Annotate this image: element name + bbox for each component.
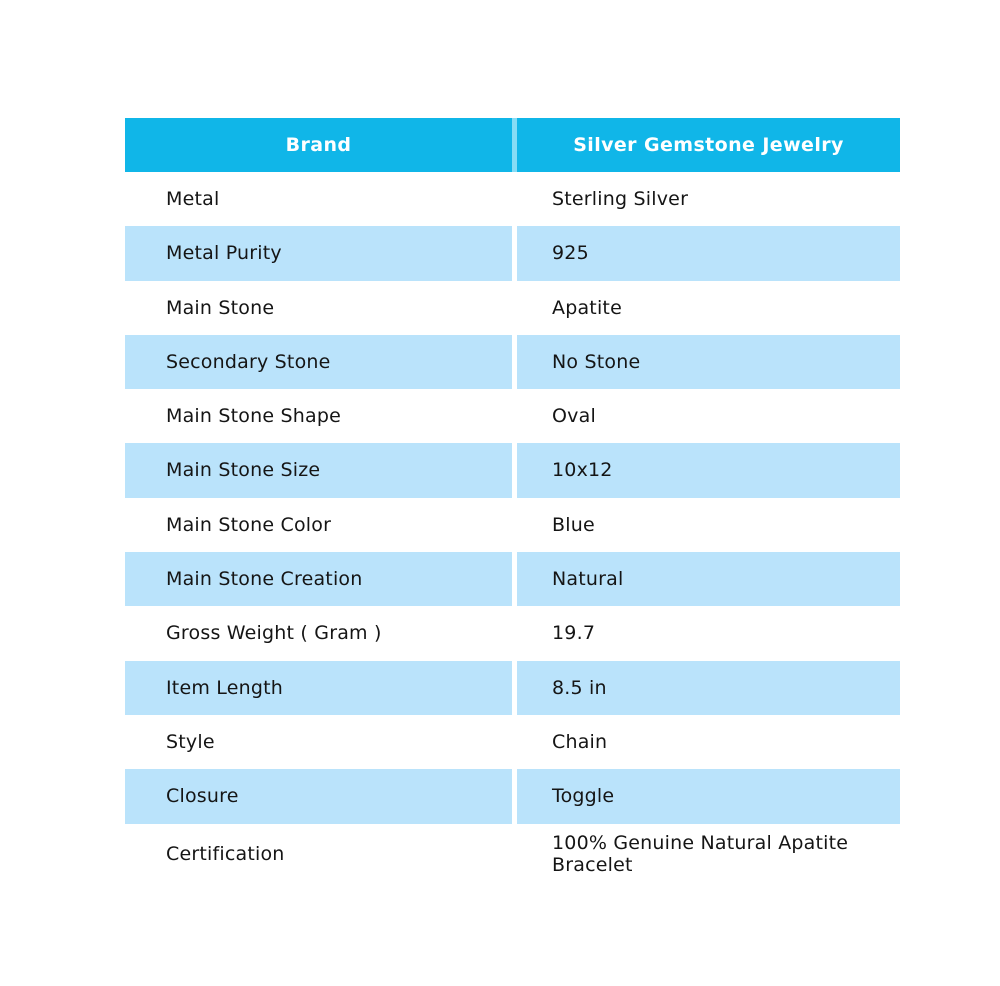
- header-brand-cell: [125, 118, 512, 172]
- spec-label-cell: [125, 661, 512, 715]
- spec-label: Secondary Stone: [166, 350, 331, 373]
- spec-value: Toggle: [552, 785, 615, 808]
- spec-value-cell: [517, 552, 900, 606]
- header-brand-value: Silver Gemstone Jewelry: [573, 134, 844, 156]
- spec-label-cell: [125, 552, 512, 606]
- spec-value: Apatite: [552, 296, 622, 319]
- spec-label-cell: [125, 335, 512, 389]
- table-header-row: [125, 118, 900, 172]
- spec-value: Oval: [552, 405, 596, 428]
- spec-value: 100% Genuine Natural Apatite Bracelet: [552, 831, 849, 876]
- spec-value-cell: [517, 498, 900, 552]
- spec-value-cell: [517, 172, 900, 226]
- spec-value: Sterling Silver: [552, 187, 689, 210]
- header-brand-value-cell: [517, 118, 900, 172]
- spec-label-cell: [125, 769, 512, 823]
- header-brand-label: Brand: [285, 134, 352, 156]
- table-row: [125, 661, 900, 715]
- spec-value: 8.5 in: [552, 676, 607, 699]
- spec-label: Style: [166, 730, 215, 753]
- spec-label-cell: [125, 172, 512, 226]
- spec-label: Closure: [166, 785, 239, 808]
- table-row: [125, 226, 900, 280]
- table-row: [125, 389, 900, 443]
- spec-label: Main Stone Color: [166, 513, 332, 536]
- spec-value: Natural: [552, 568, 624, 591]
- spec-value-cell: [517, 824, 900, 885]
- spec-label: Metal: [166, 187, 220, 210]
- spec-value-cell: [517, 606, 900, 660]
- table-row: [125, 606, 900, 660]
- product-spec-table: [125, 118, 900, 884]
- spec-label-cell: [125, 226, 512, 280]
- table-row: [125, 769, 900, 823]
- spec-value-cell: [517, 661, 900, 715]
- spec-value: 19.7: [552, 622, 596, 645]
- spec-label: Main Stone Shape: [166, 405, 341, 428]
- table-row: [125, 498, 900, 552]
- table-row: [125, 552, 900, 606]
- spec-label: Certification: [166, 842, 285, 865]
- spec-label-cell: [125, 498, 512, 552]
- spec-label-cell: [125, 281, 512, 335]
- spec-value-cell: [517, 281, 900, 335]
- spec-label: Main Stone Size: [166, 459, 321, 482]
- spec-value: No Stone: [552, 350, 641, 373]
- table-row: [125, 335, 900, 389]
- table-row: [125, 281, 900, 335]
- spec-label-cell: [125, 389, 512, 443]
- spec-value-cell: [517, 226, 900, 280]
- table-body: [125, 172, 900, 884]
- spec-value: 10x12: [552, 459, 613, 482]
- spec-label: Main Stone Creation: [166, 568, 363, 591]
- spec-label: Main Stone: [166, 296, 275, 319]
- spec-value-cell: [517, 443, 900, 497]
- spec-label: Metal Purity: [166, 242, 282, 265]
- spec-label: Gross Weight ( Gram ): [166, 622, 382, 645]
- spec-label: Item Length: [166, 676, 284, 699]
- table-row: [125, 824, 900, 885]
- spec-label-cell: [125, 443, 512, 497]
- spec-value: Chain: [552, 730, 608, 753]
- spec-value: Blue: [552, 513, 595, 536]
- table-row: [125, 715, 900, 769]
- table-row: [125, 443, 900, 497]
- spec-value-cell: [517, 769, 900, 823]
- table-row: [125, 172, 900, 226]
- spec-value-cell: [517, 389, 900, 443]
- spec-value-cell: [517, 335, 900, 389]
- spec-label-cell: [125, 715, 512, 769]
- spec-label-cell: [125, 606, 512, 660]
- spec-label-cell: [125, 824, 512, 885]
- spec-value-cell: [517, 715, 900, 769]
- spec-value: 925: [552, 242, 589, 265]
